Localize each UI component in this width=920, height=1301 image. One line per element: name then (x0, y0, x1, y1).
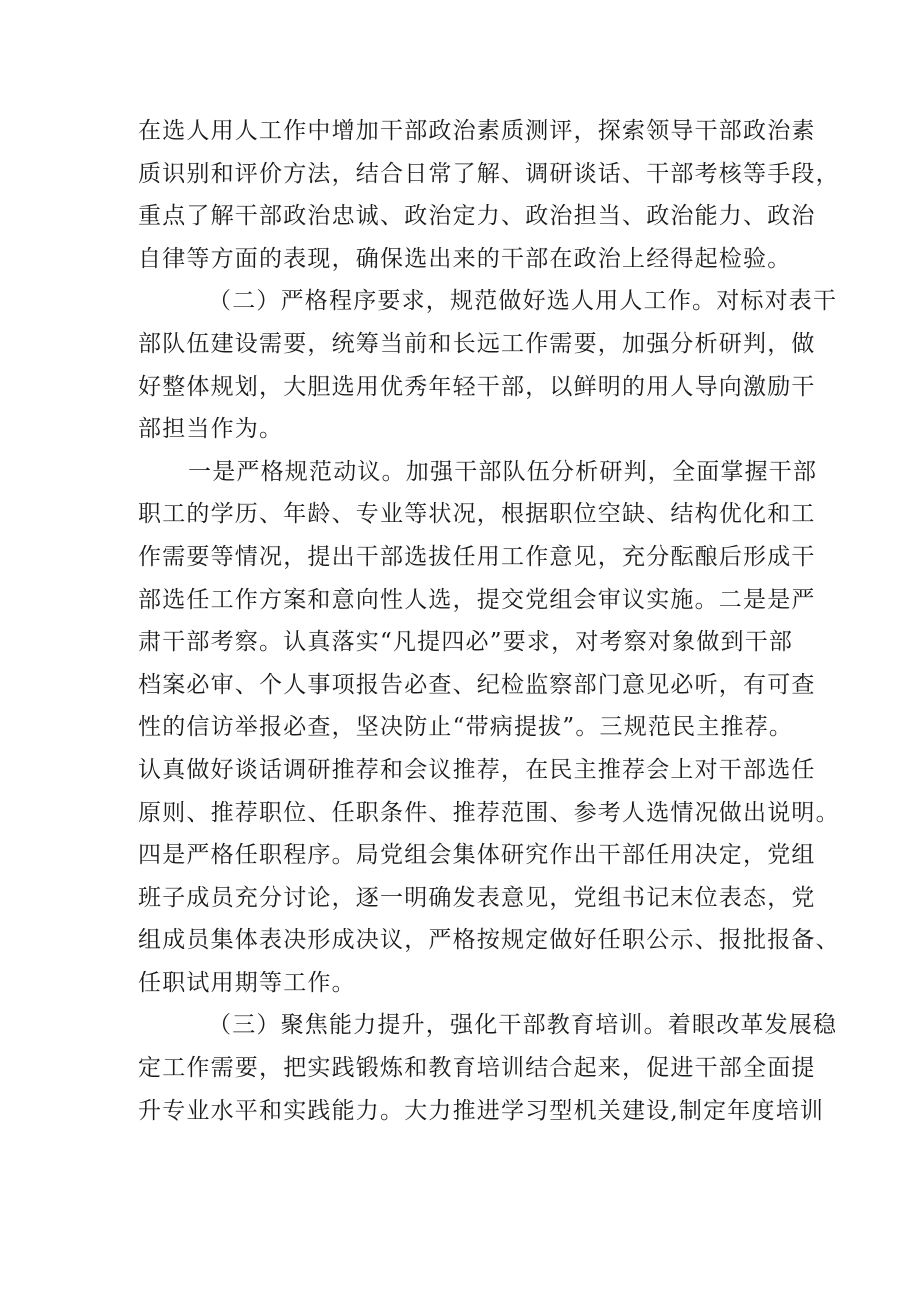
text-line: 职工的学历、年龄、专业等状况，根据职位空缺、结构优化和工 (138, 501, 816, 528)
text-line: 原则、推荐职位、任职条件、推荐范围、参考人选情况做出说明。 (138, 799, 840, 826)
text-line: 档案必审、个人事项报告必查、纪检监察部门意见必听，有可查 (138, 671, 816, 698)
text-line: 四是严格任职程序。局党组会集体研究作出干部任用决定，党组 (138, 842, 816, 869)
text-line: 组成员集体表决形成决议，严格按规定做好任职公示、报批报备、 (138, 927, 840, 954)
text-line: 任职试用期等工作。 (138, 969, 356, 996)
text-line: （三）聚焦能力提升，强化干部教育培训。着眼改革发展稳 (208, 1012, 838, 1039)
text-line: 好整体规划，大胆选用优秀年轻干部，以鲜明的用人导向激励干 (138, 373, 816, 400)
text-line: 认真做好谈话调研推荐和会议推荐，在民主推荐会上对干部选任 (138, 756, 816, 783)
text-line: 性的信访举报必查，坚决防止“带病提拔”。三规范民主推荐。 (138, 714, 794, 741)
text-line: 升专业水平和实践能力。大力推进学习型机关建设,制定年度培训 (138, 1097, 825, 1124)
text-line: 部队伍建设需要，统筹当前和长远工作需要，加强分析研判，做 (138, 330, 816, 357)
text-line: 班子成员充分讨论，逐一明确发表意见，党组书记末位表态，党 (138, 884, 816, 911)
text-line: 部选任工作方案和意向性人选，提交党组会审议实施。二是是严 (138, 586, 816, 613)
text-line: 在选人用人工作中增加干部政治素质测评，探索领导干部政治素 (138, 118, 816, 144)
text-line: （二）严格程序要求，规范做好选人用人工作。对标对表干 (208, 288, 838, 315)
text-line: 自律等方面的表现，确保选出来的干部在政治上经得起检验。 (138, 245, 792, 272)
text-line: 作需要等情况，提出干部选拔任用工作意见，充分酝酿后形成干 (138, 543, 816, 570)
document-body (138, 110, 840, 1132)
text-line: 定工作需要，把实践锻炼和教育培训结合起来，促进干部全面提 (138, 1055, 816, 1082)
text-line: 一是严格规范动议。加强干部队伍分析研判，全面掌握干部 (188, 458, 818, 485)
text-line: 肃干部考察。认真落实“凡提四必”要求，对考察对象做到干部 (138, 629, 794, 656)
text-line: 质识别和评价方法，结合日常了解、调研谈话、干部考核等手段， (138, 160, 840, 187)
text-line: 部担当作为。 (138, 416, 284, 443)
text-line: 重点了解干部政治忠诚、政治定力、政治担当、政治能力、政治 (138, 203, 816, 230)
